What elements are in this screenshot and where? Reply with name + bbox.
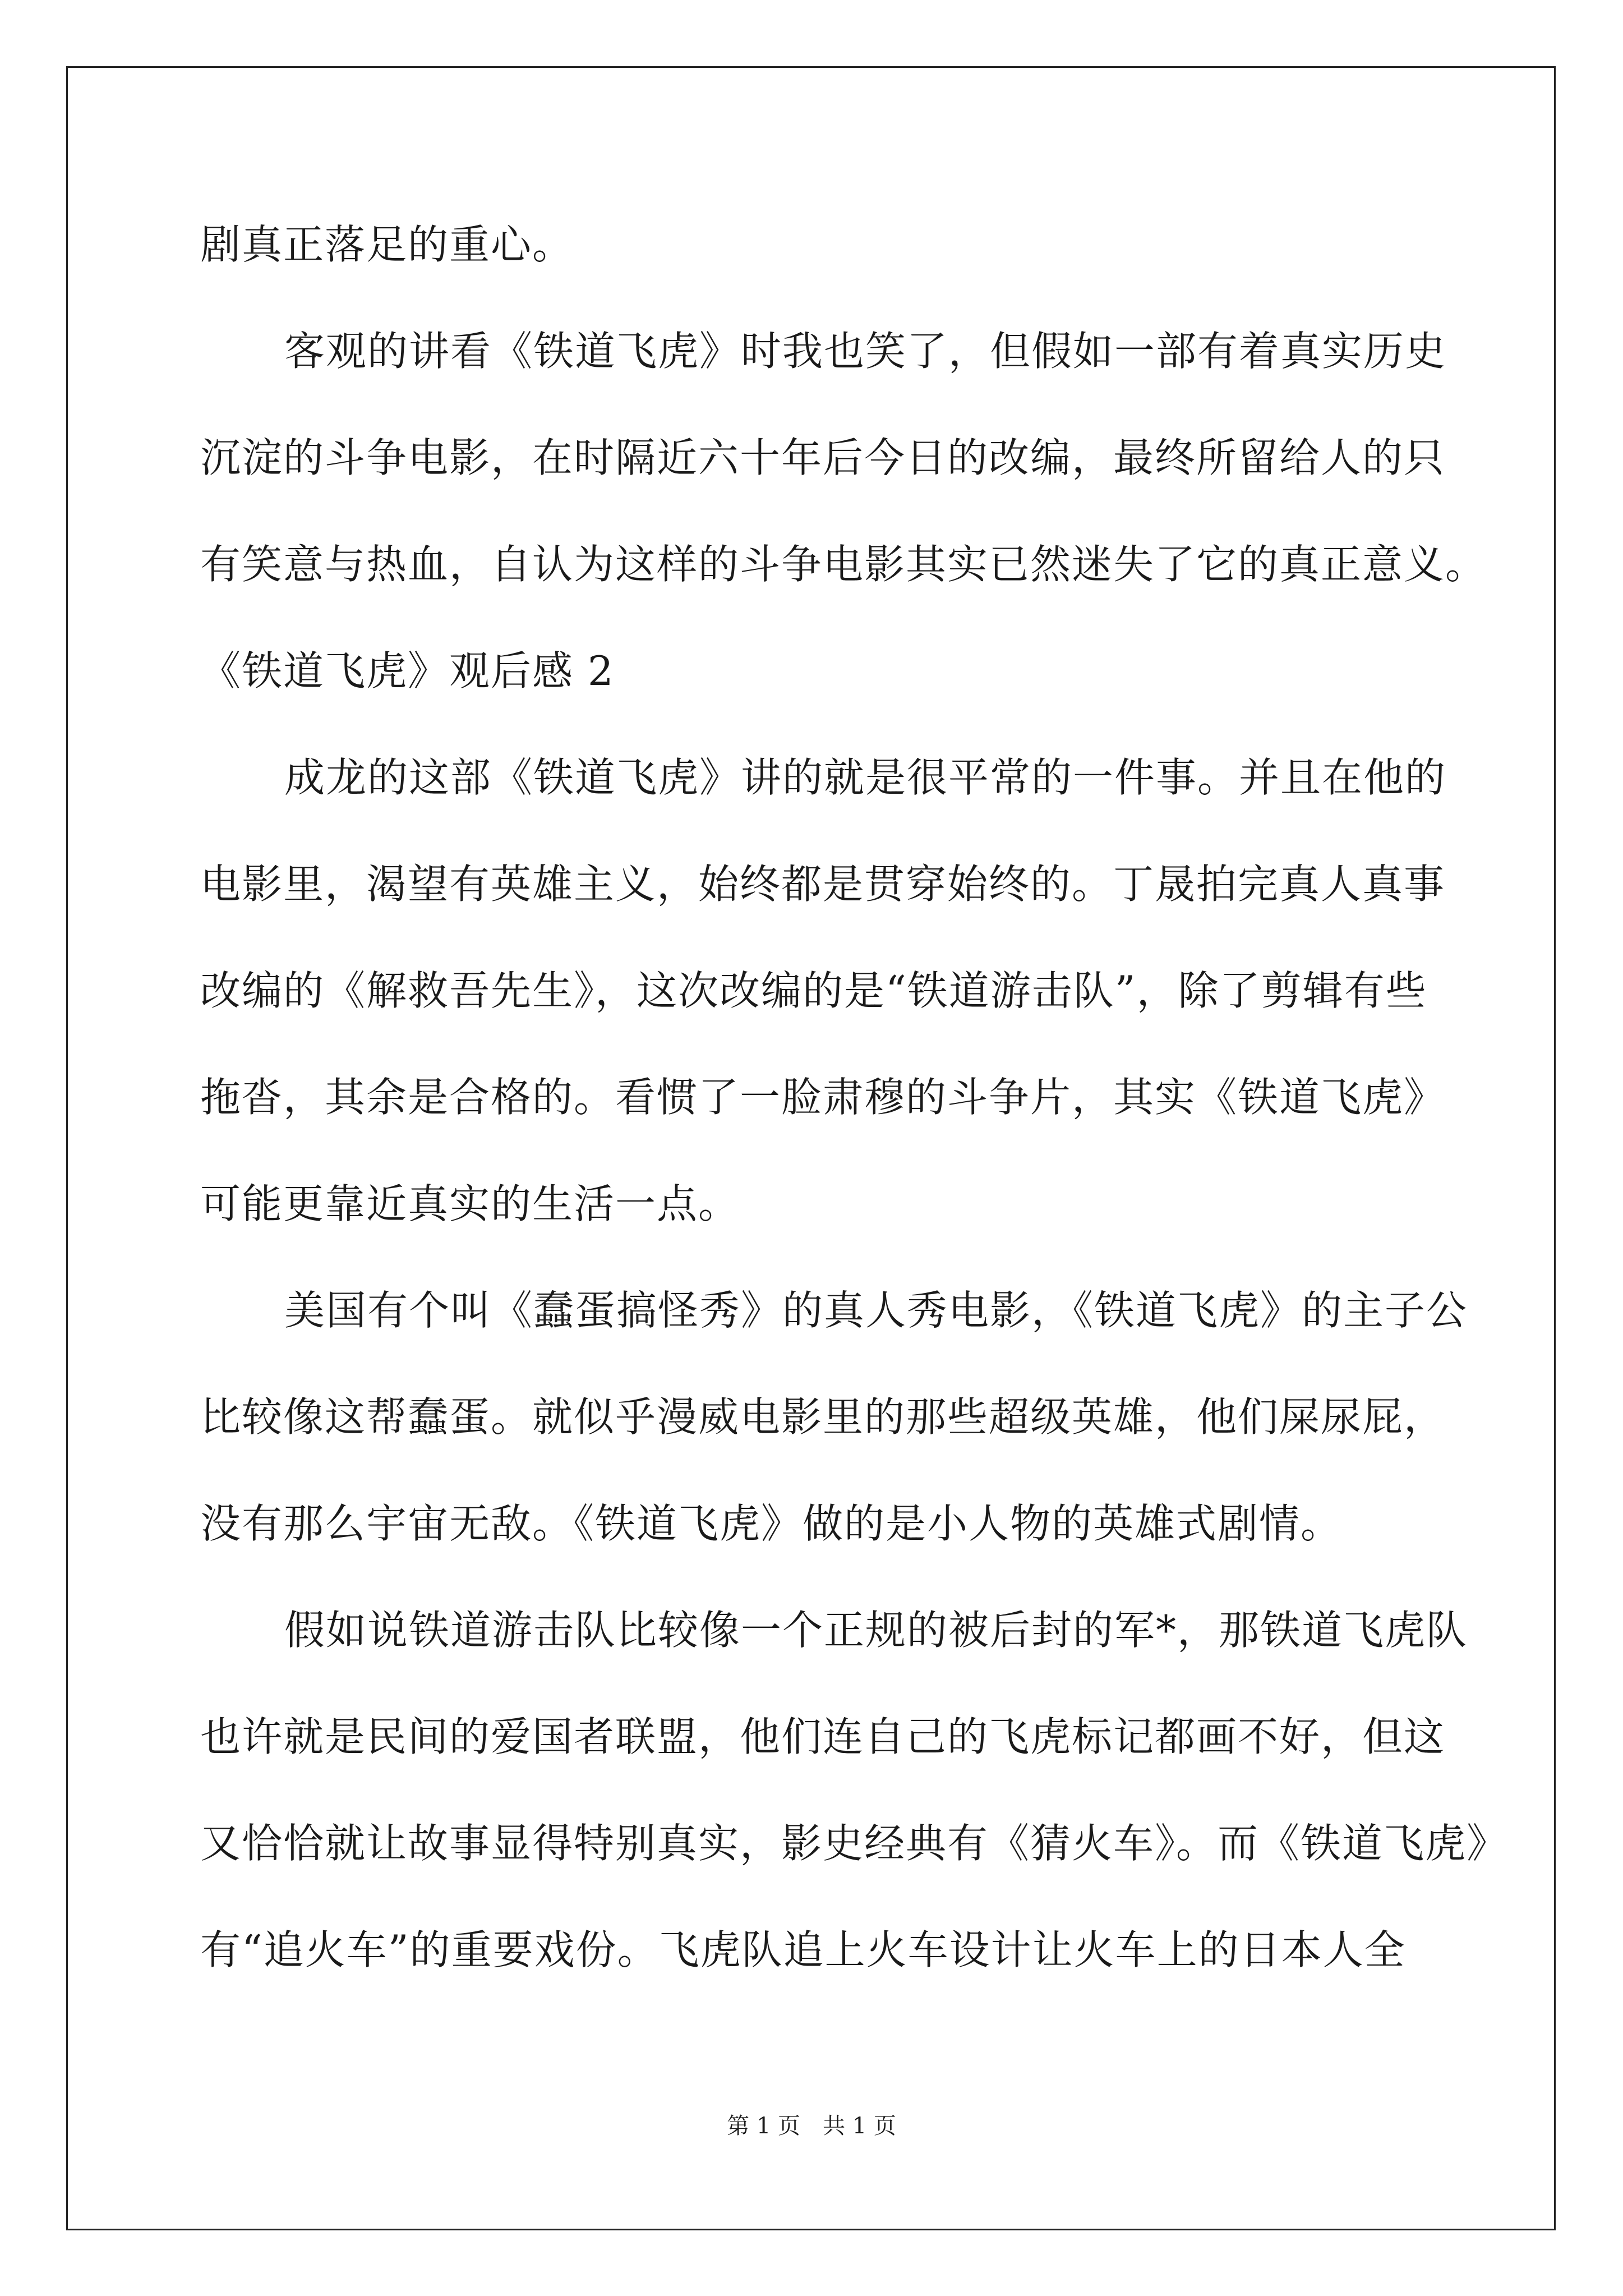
- page-number: 第 1 页 共 1 页: [727, 2113, 896, 2139]
- text-line: 改编的《解救吾先生》，这次改编的是“铁道游击队”，除了剪辑有些: [200, 967, 1427, 1014]
- text-line: 客观的讲看《铁道飞虎》时我也笑了，但假如一部有着真实历史: [284, 328, 1447, 375]
- document-body: [200, 214, 1509, 2026]
- section-heading: 《铁道飞虎》观后感 2: [200, 647, 615, 694]
- text-line: 电影里，渴望有英雄主义，始终都是贯穿始终的。丁晟拍完真人真事: [200, 861, 1446, 908]
- text-line: 没有那么宇宙无敌。《铁道飞虎》做的是小人物的英雄式剧情。: [200, 1500, 1343, 1547]
- text-line: 可能更靠近真实的生活一点。: [200, 1180, 740, 1227]
- text-line: 成龙的这部《铁道飞虎》讲的就是很平常的一件事。并且在他的: [284, 754, 1447, 801]
- text-line: 拖沓，其余是合格的。看惯了一脸肃穆的斗争片，其实《铁道飞虎》: [200, 1074, 1446, 1121]
- text-line: 又恰恰就让故事显得特别真实，影史经典有《猜火车》。而《铁道飞虎》: [200, 1820, 1509, 1867]
- text-line: 有笑意与热血，自认为这样的斗争电影其实已然迷失了它的真正意义。: [200, 541, 1487, 588]
- text-line: 比较像这帮蠢蛋。就似乎漫威电影里的那些超级英雄，他们屎尿屁，: [200, 1393, 1446, 1441]
- text-line: 假如说铁道游击队比较像一个正规的被后封的军*，那铁道飞虎队: [284, 1607, 1468, 1654]
- text-line: 美国有个叫《蠢蛋搞怪秀》的真人秀电影，《铁道飞虎》的主子公: [284, 1287, 1468, 1334]
- text-line: 剧真正落足的重心。: [200, 221, 574, 268]
- text-line: 有“追火车”的重要戏份。飞虎队追上火车设计让火车上的日本人全: [200, 1926, 1406, 1973]
- text-line: 也许就是民间的爱国者联盟，他们连自己的飞虎标记都画不好，但这: [200, 1713, 1446, 1760]
- text-line: 沉淀的斗争电影，在时隔近六十年后今日的改编，最终所留给人的只: [200, 434, 1446, 481]
